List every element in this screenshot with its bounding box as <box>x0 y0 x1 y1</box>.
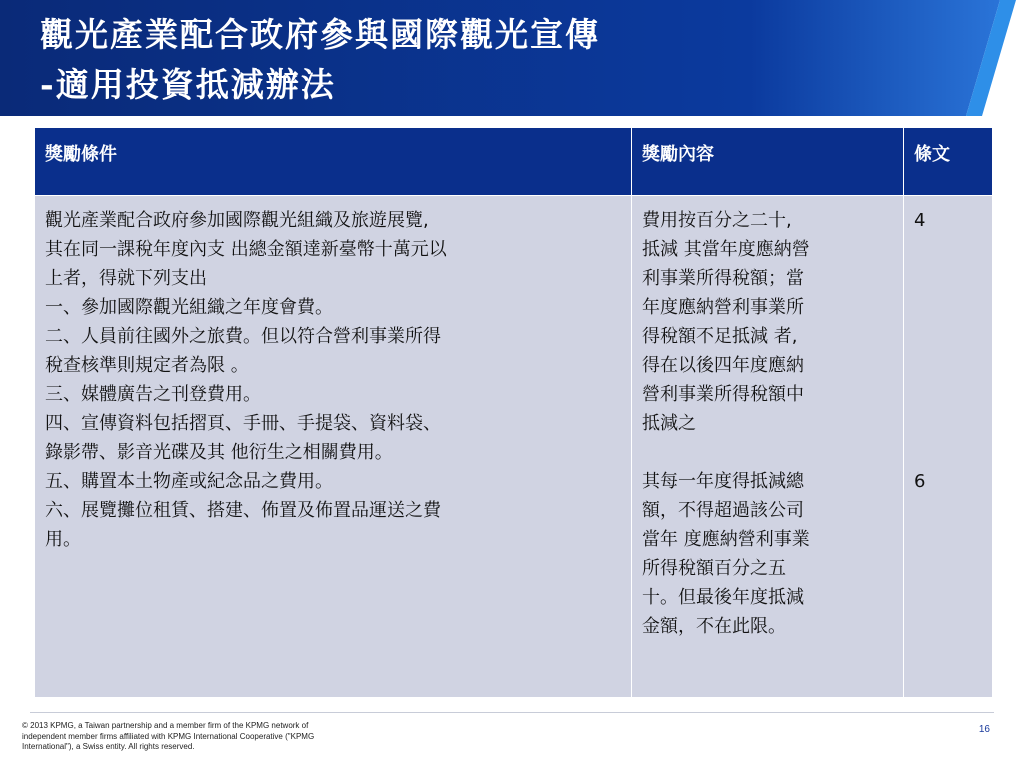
copyright-line: © 2013 KPMG, a Taiwan partnership and a member firm of the KPMG network of <box>22 721 309 730</box>
condition-line: 六、展覽攤位租賃、搭建、佈置及佈置品運送之費 <box>45 500 441 521</box>
article-cell <box>904 196 993 698</box>
content-line: 得在以後四年度應納 <box>642 355 804 376</box>
condition-line: 其在同一課稅年度內支 出總金額達新臺幣十萬元以 <box>45 239 447 260</box>
condition-line: 錄影帶、影音光碟及其 他衍生之相關費用。 <box>45 442 393 463</box>
slide-title-line2: -適用投資抵減辦法 <box>40 65 336 104</box>
table-row <box>35 196 993 698</box>
content-line: 利事業所得稅額；當 <box>642 268 804 289</box>
condition-line: 五、購置本土物產或紀念品之費用。 <box>45 471 333 492</box>
condition-line: 四、宣傳資料包括摺頁、手冊、手提袋、資料袋、 <box>45 413 441 434</box>
content-line: 抵減 其當年度應納營 <box>642 239 810 260</box>
content-line: 金額，不在此限。 <box>642 616 786 637</box>
content-cell <box>632 196 904 698</box>
content-line: 其每一年度得抵減總 <box>642 471 804 492</box>
header-article: 條文 <box>904 128 993 196</box>
content-spacer <box>642 438 893 467</box>
content-line: 費用按百分之二十, <box>642 210 792 231</box>
article-number-2: 6 <box>914 471 926 492</box>
condition-line: 三、媒體廣告之刊登費用。 <box>45 384 261 405</box>
footer-divider <box>30 712 994 713</box>
copyright-line: International"), a Swiss entity. All rights reserved. <box>22 742 195 751</box>
condition-line: 一、參加國際觀光組織之年度會費。 <box>45 297 333 318</box>
article-spacer <box>914 351 982 380</box>
slide-title-line1: 觀光產業配合政府參與國際觀光宣傳 <box>40 15 600 54</box>
article-spacer <box>914 235 982 264</box>
condition-line: 用。 <box>45 529 81 550</box>
article-spacer <box>914 409 982 438</box>
content-line: 額，不得超過該公司 <box>642 500 804 521</box>
article-spacer <box>914 264 982 293</box>
content-line: 年度應納營利事業所 <box>642 297 804 318</box>
table-header-row <box>35 128 993 196</box>
condition-line: 觀光產業配合政府參加國際觀光組織及旅遊展覽, <box>45 210 429 231</box>
content-line: 抵減之 <box>642 413 696 434</box>
copyright-line: independent member firms affiliated with KPMG International Cooperative ("KPMG <box>22 731 315 741</box>
condition-line: 稅查核準則規定者為限 。 <box>45 355 249 376</box>
condition-line: 上者，得就下列支出 <box>45 268 207 289</box>
copyright-notice <box>22 721 362 753</box>
article-spacer <box>914 293 982 322</box>
page-number: 16 <box>978 724 990 735</box>
incentive-table <box>34 127 993 698</box>
conditions-cell <box>35 196 632 698</box>
content-line: 十。但最後年度抵減 <box>642 587 804 608</box>
content-line: 所得稅額百分之五 <box>642 558 786 579</box>
content-line: 得稅額不足抵減 者, <box>642 326 798 347</box>
header-incentive-content: 獎勵內容 <box>632 128 904 196</box>
content-line: 當年 度應納營利事業 <box>642 529 810 550</box>
content-line: 營利事業所得稅額中 <box>642 384 804 405</box>
article-spacer <box>914 438 982 467</box>
article-number-1: 4 <box>914 210 926 231</box>
condition-line: 二、人員前往國外之旅費。但以符合營利事業所得 <box>45 326 441 347</box>
header-incentive-conditions: 獎勵條件 <box>35 128 632 196</box>
slide-title <box>40 10 960 110</box>
article-spacer <box>914 380 982 409</box>
article-spacer <box>914 322 982 351</box>
